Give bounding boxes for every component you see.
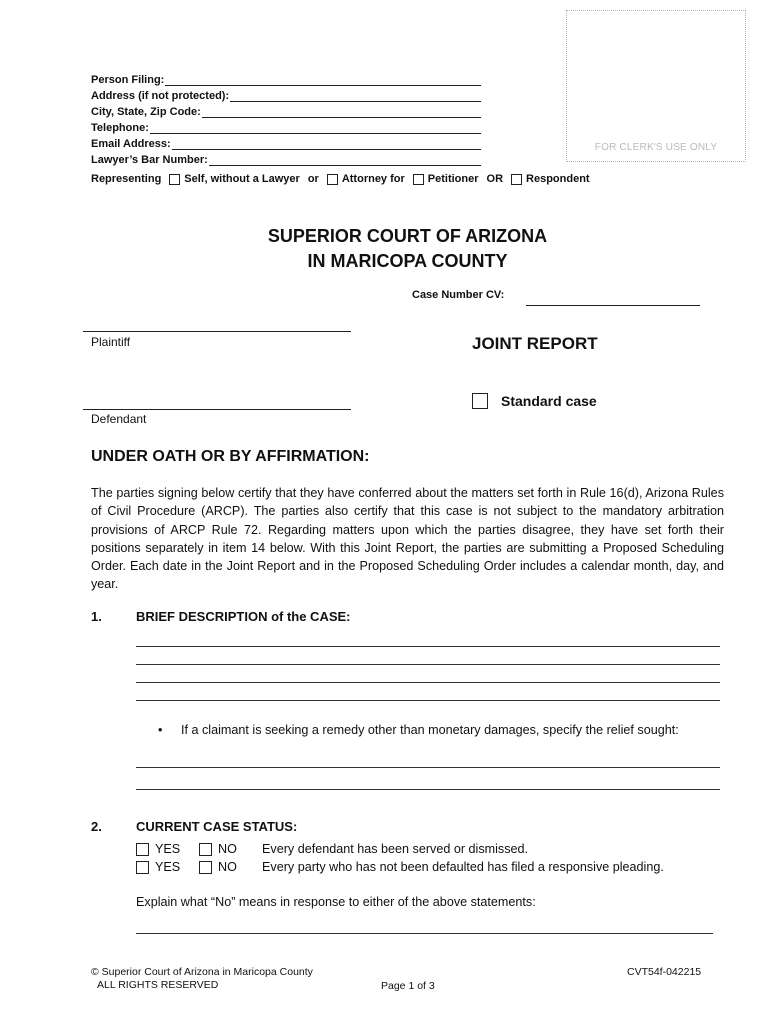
footer-page-number: Page 1 of 3 <box>381 980 435 992</box>
plaintiff-field[interactable] <box>83 331 351 332</box>
bar-number-label: Lawyer’s Bar Number: <box>91 154 208 166</box>
address-field[interactable] <box>230 90 481 102</box>
bar-number-field[interactable] <box>209 154 481 166</box>
email-field[interactable] <box>172 138 481 150</box>
city-state-zip-row <box>91 102 481 118</box>
footer-rights: ALL RIGHTS RESERVED <box>97 979 219 991</box>
oath-heading: UNDER OATH OR BY AFFIRMATION: <box>91 448 370 465</box>
address-label: Address (if not protected): <box>91 90 230 102</box>
attorney-checkbox[interactable] <box>327 174 338 185</box>
served-statement: Every defendant has been served or dismissed. <box>262 842 529 856</box>
self-checkbox[interactable] <box>169 174 180 185</box>
pleading-statement: Every party who has not been defaulted has filed a responsive pleading. <box>262 860 664 874</box>
self-label: Self, without a Lawyer <box>184 173 300 185</box>
or-label: or <box>307 173 319 185</box>
section-2-title: CURRENT CASE STATUS: <box>136 819 298 834</box>
representing-row <box>91 173 590 185</box>
footer-copyright: © Superior Court of Arizona in Maricopa County <box>91 966 313 978</box>
case-number-field[interactable] <box>526 305 700 306</box>
telephone-label: Telephone: <box>91 122 149 134</box>
pleading-no-label: NO <box>218 860 237 874</box>
representing-label: Representing <box>91 173 162 185</box>
standard-case-checkbox[interactable] <box>472 393 488 409</box>
attorney-label: Attorney for <box>341 173 405 185</box>
clerks-use-box <box>566 10 746 162</box>
section-2-number: 2. <box>91 819 102 834</box>
or-caps-label: OR <box>486 173 504 185</box>
pleading-no-checkbox[interactable] <box>199 861 212 874</box>
email-label: Email Address: <box>91 138 171 150</box>
status-row-served <box>136 842 528 856</box>
defendant-label: Defendant <box>91 412 147 426</box>
petitioner-checkbox[interactable] <box>413 174 424 185</box>
intro-paragraph: The parties signing below certify that they have conferred about the matters set forth in Rule 16(d), Arizona Rules of Civil Procedure (ARCP). The parties also certify that this case is not subject to the mandatory arbitration provisions of ARCP Rule 72. Regarding matters upon which the parties disagree, they have set forth their positions separately in item 14 below. With this Joint Report, the parties are submitting a Proposed Scheduling Order. Each date in the Joint Report and in the Proposed Scheduling Order includes a calendar month, day, and year. <box>91 486 724 592</box>
person-filing-field[interactable] <box>165 74 481 86</box>
city-state-zip-label: City, State, Zip Code: <box>91 106 201 118</box>
address-row <box>91 86 481 102</box>
pleading-yes-label: YES <box>155 860 181 874</box>
standard-case-label: Standard case <box>501 393 597 409</box>
petitioner-label: Petitioner <box>427 173 479 185</box>
bullet-icon: • <box>158 723 163 737</box>
city-state-zip-field[interactable] <box>202 106 481 118</box>
defendant-field[interactable] <box>83 409 351 410</box>
explain-no-line[interactable] <box>136 933 713 934</box>
pleading-yes-checkbox[interactable] <box>136 861 149 874</box>
respondent-label: Respondent <box>526 173 590 185</box>
plaintiff-label: Plaintiff <box>91 335 131 349</box>
served-no-checkbox[interactable] <box>199 843 212 856</box>
footer-form-code: CVT54f-042215 <box>627 966 702 978</box>
telephone-field[interactable] <box>150 122 481 134</box>
relief-sought-prompt: If a claimant is seeking a remedy other than monetary damages, specify the relief sought: <box>181 723 679 737</box>
document-title: JOINT REPORT <box>472 334 598 353</box>
case-description-line[interactable] <box>136 700 720 701</box>
clerks-use-label: FOR CLERK'S USE ONLY <box>594 142 718 153</box>
case-description-line[interactable] <box>136 682 720 683</box>
person-filing-row <box>91 70 481 86</box>
explain-no-prompt: Explain what “No” means in response to either of the above statements: <box>136 895 536 909</box>
section-1-title: BRIEF DESCRIPTION of the CASE: <box>136 609 351 624</box>
email-row <box>91 134 481 150</box>
case-description-line[interactable] <box>136 646 720 647</box>
telephone-row <box>91 118 481 134</box>
person-filing-label: Person Filing: <box>91 74 165 86</box>
court-name: SUPERIOR COURT OF ARIZONA <box>267 226 548 246</box>
bar-number-row <box>91 150 481 166</box>
served-yes-checkbox[interactable] <box>136 843 149 856</box>
served-no-label: NO <box>218 842 237 856</box>
served-yes-label: YES <box>155 842 181 856</box>
filer-info-block <box>91 70 481 166</box>
respondent-checkbox[interactable] <box>511 174 522 185</box>
case-description-line[interactable] <box>136 664 720 665</box>
relief-sought-line[interactable] <box>136 767 720 768</box>
case-number-label: Case Number CV: <box>412 289 505 301</box>
status-row-pleading <box>136 860 664 874</box>
relief-sought-line[interactable] <box>136 789 720 790</box>
court-county: IN MARICOPA COUNTY <box>307 251 508 271</box>
section-1-number: 1. <box>91 609 102 624</box>
